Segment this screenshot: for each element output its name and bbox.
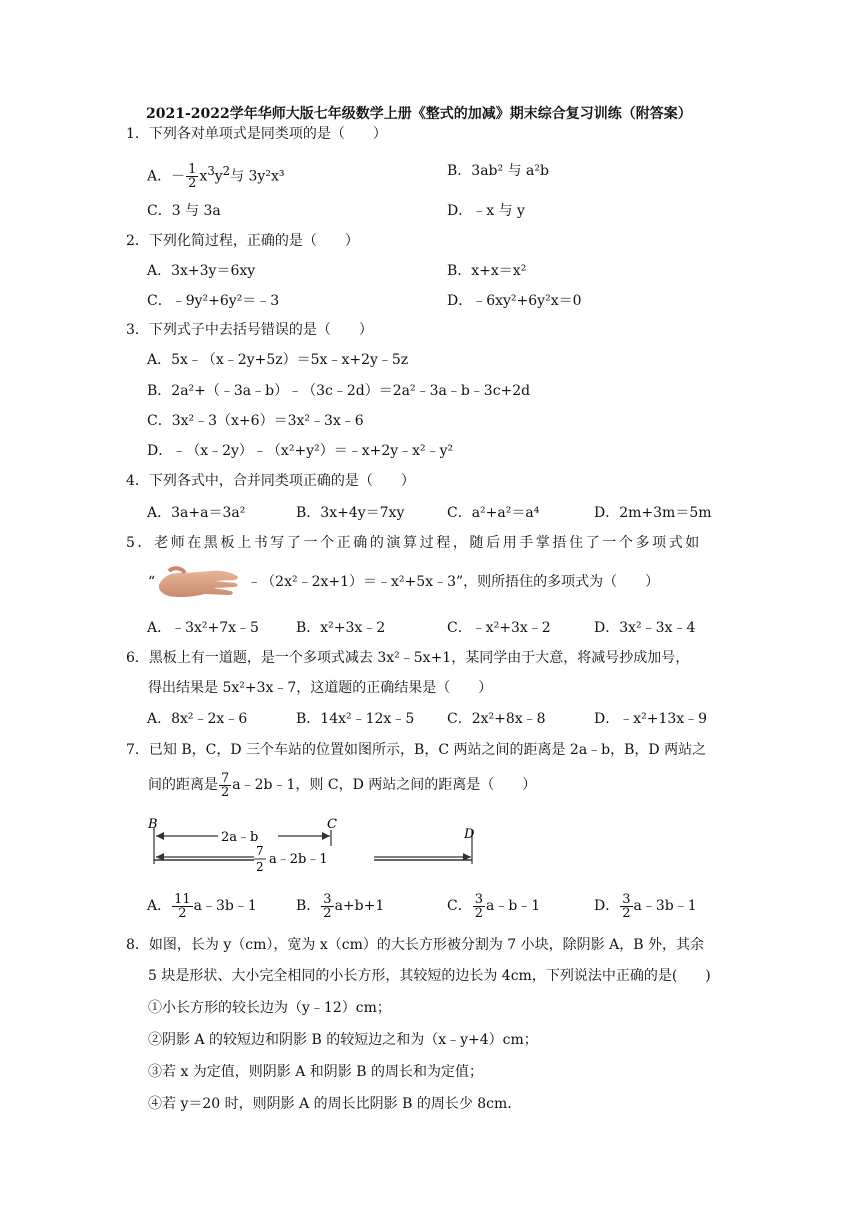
q2-option-d: D．﹣6xy²+6y²x＝0 [447,293,582,309]
label-bd-distance: a﹣2b﹣1 [269,852,328,867]
q3-option-b: B．2a²+（﹣3a﹣b）﹣（3c﹣2d）＝2a²﹣3a﹣b﹣3c+2d [147,383,531,399]
question-4-stem: 4．下列各式中，合并同类项正确的是（ ） [126,473,415,489]
q6-option-a: A．8x²﹣2x﹣6 [147,711,248,727]
label-c: C [327,817,337,832]
question-7-stem: 7．已知 B，C，D 三个车站的位置如图所示，B，C 两站之间的距离是 2a﹣b，B，D 两站之 [126,742,707,758]
q8-statement-3: ③若 x 为定值，则阴影 A 和阴影 B 的周长和为定值； [148,1064,483,1080]
q4-option-a: A．3a+a＝3a² [147,505,246,521]
q1-option-c: C．3 与 3a [147,203,221,219]
q6-option-d: D．﹣x²+13x﹣9 [594,711,708,727]
label-b: B [148,817,158,832]
label-bd-num: 7 [256,844,264,858]
q1-option-b: B．3ab² 与 a²b [447,163,549,179]
question-2-stem: 2．下列化简过程，正确的是（ ） [126,233,359,249]
q5-option-b: B．x²+3x﹣2 [296,620,386,636]
q2-option-b: B．x+x＝x² [447,263,527,279]
question-5-stem: 5．老师在黑板上书写了一个正确的演算过程，随后用手掌捂住了一个多项式如 [126,535,702,551]
hand-image [155,563,241,601]
question-6-stem: 6．黑板上有一道题，是一个多项式减去 3x²﹣5x+1，某同学由于大意，将减号抄成加号， [126,650,690,666]
page-title: 2021-2022学年华师大版七年级数学上册《整式的加减》期末综合复习训练（附答案） [146,106,692,122]
label-bd-den: 2 [256,860,264,874]
q6-option-b: B．14x²﹣12x﹣5 [296,711,415,727]
label-d: D [464,827,475,842]
q7-option-c: C． $\frac{3}{2}$ a﹣b﹣1 [447,891,541,921]
q3-option-a: A．5x﹣（x﹣2y+5z）＝5x﹣x+2y﹣5z [147,352,409,368]
question-1-stem: 1．下列各对单项式是同类项的是（ ） [126,126,387,142]
q5-option-c: C．﹣x²+3x﹣2 [447,620,551,636]
q5-option-a: A．﹣3x²+7x﹣5 [147,620,259,636]
q7-option-b: B． $\frac{3}{2}$ a+b+1 [296,891,385,921]
question-6-line-2: 得出结果是 5x²+3x﹣7，这道题的正确结果是（ ） [148,680,493,696]
q6-option-c: C．2x²+8x﹣8 [447,711,546,727]
q4-option-b: B．3x+4y＝7xy [296,505,405,521]
q2-option-c: C．﹣9y²+6y²＝﹣3 [147,293,280,309]
q4-option-d: D．2m+3m＝5m [594,505,712,521]
question-8-stem: 8．如图，长为 y（cm），宽为 x（cm）的大长方形被分割为 7 小块，除阴影 A，B 外，其余 [126,937,704,953]
arrowhead [322,832,330,840]
question-5-line-2: “ ﹣（2x²﹣2x+1）＝﹣x²+5x﹣3”，则所捂住的多项式为（ ） [148,563,659,601]
q7-option-a: A． $\frac{11}{2}$ a﹣3b﹣1 [147,891,257,921]
q7-option-d: D． $\frac{3}{2}$ a﹣3b﹣1 [594,891,697,921]
q3-option-d: D．﹣（x﹣2y）﹣（x²+y²）＝﹣x+2y﹣x²﹣y² [147,443,454,459]
question-3-stem: 3．下列式子中去括号错误的是（ ） [126,322,373,338]
q5-option-d: D．3x²﹣3x﹣4 [594,620,696,636]
q4-option-c: C．a²+a²＝a⁴ [447,505,540,521]
q8-statement-1: ①小长方形的较长边为（y﹣12）cm； [148,1000,391,1016]
station-diagram [146,816,486,874]
q3-option-c: C．3x²﹣3（x+6）＝3x²﹣3x﹣6 [147,413,364,429]
arrowhead [156,832,164,840]
q1-option-a: A．－ $\frac{1}{2}$ $x^3y^2$与 3y²x³ [147,162,285,192]
question-7-line-2: 间的距离是 $\frac{7}{2}$ a﹣2b﹣1，则 C，D 两站之间的距离是（ ） [148,770,537,800]
q1-option-d: D．﹣x 与 y [447,203,525,219]
q8-statement-2: ②阴影 A 的较短边和阴影 B 的较短边之和为（x﹣y+4）cm； [148,1032,538,1048]
q8-statement-4: ④若 y＝20 时，则阴影 A 的周长比阴影 B 的周长少 8cm． [148,1096,522,1112]
question-8-line-2: 5 块是形状、大小完全相同的小长方形，其较短的边长为 4cm，下列说法中正确的是( ) [148,968,711,984]
q2-option-a: A．3x+3y＝6xy [147,263,256,279]
label-bc-distance: 2a﹣b [221,830,259,845]
